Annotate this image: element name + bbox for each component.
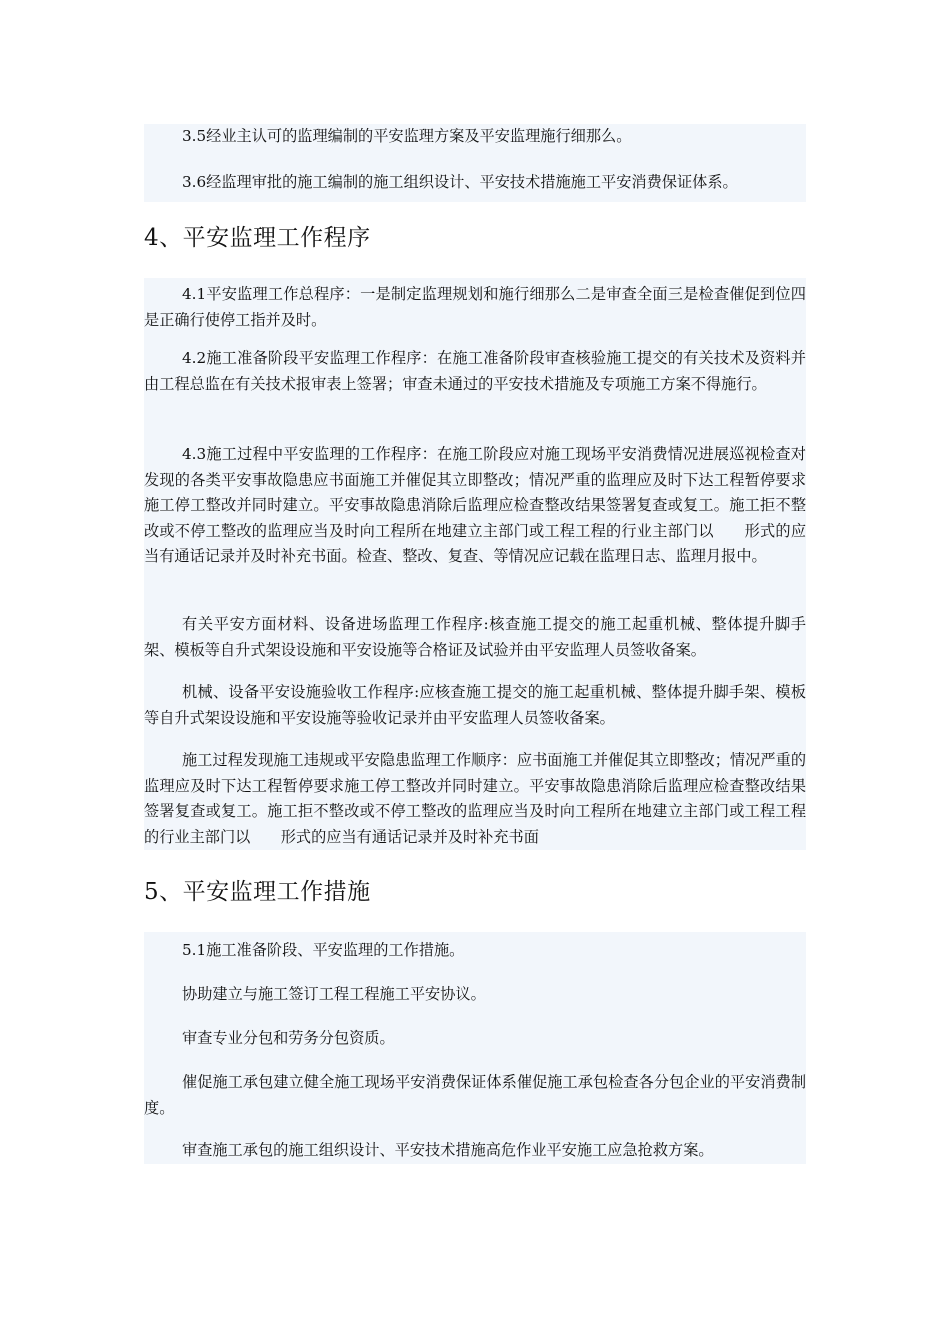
paragraph-4-2: 4.2施工准备阶段平安监理工作程序：在施工准备阶段审查核验施工提交的有关技术及资料并由工程总监在有关技术报审表上签署；审查未通过的平安技术措施及专项施工方案不得施行。	[144, 349, 806, 393]
paragraph-guarantee-system: 催促施工承包建立健全施工现场平安消费保证体系催促施工承包检查各分包企业的平安消费制度。	[144, 1073, 806, 1117]
paragraph-safety-agreement: 协助建立与施工签订工程工程施工平安协议。	[182, 985, 486, 1003]
paragraph-violation-handling: 施工过程发现施工违规或平安隐患监理工作顺序：应书面施工并催促其立即整改；情况严重的监理应及时下达工程暂停要求施工停工整改并同时建立。平安事故隐患消除后监理应检查整改结果签署复查或复工。施工拒不整改或不停工整改的监理应当及时向工程所在地建立主部门或工程工程的行业主部门以 形式的应当有通话记录并及时补充书面	[144, 751, 806, 846]
section-heading-4: 4、平安监理工作程序	[144, 225, 371, 251]
paragraph-4-3: 4.3施工过程中平安监理的工作程序：在施工阶段应对施工现场平安消费情况进展巡视检查对发现的各类平安事故隐患应书面施工并催促其立即整改；情况严重的监理应及时下达工程暂停要求施工停工整改并同时建立。平安事故隐患消除后监理应检查整改结果签署复查或复工。施工拒不整改或不停工整改的监理应当及时向工程所在地建立主部门或工程工程的行业主部门以 形式的应当有通话记录并及时补充书面。检查、整改、复查、等情况应记载在监理日志、监理月报中。	[144, 445, 806, 565]
paragraph-3-6: 3.6经监理审批的施工编制的施工组织设计、平安技术措施施工平安消费保证体系。	[182, 173, 738, 191]
paragraph-3-5: 3.5经业主认可的监理编制的平安监理方案及平安监理施行细那么。	[182, 127, 632, 145]
paragraph-5-1: 5.1施工准备阶段、平安监理的工作措施。	[182, 941, 465, 959]
paragraph-material-entry: 有关平安方面材料、设备进场监理工作程序:核查施工提交的施工起重机械、整体提升脚手架、模板等自升式架设设施和平安设施等合格证及试验并由平安监理人员签收备案。	[144, 615, 806, 659]
paragraph-plan-review: 审查施工承包的施工组织设计、平安技术措施高危作业平安施工应急抢救方案。	[182, 1141, 714, 1159]
paragraph-subcontract-review: 审查专业分包和劳务分包资质。	[182, 1029, 395, 1047]
paragraph-4-1: 4.1平安监理工作总程序：一是制定监理规划和施行细那么二是审查全面三是检查催促到位四是正确行使停工指并及时。	[144, 285, 806, 329]
section-heading-5: 5、平安监理工作措施	[144, 879, 371, 905]
paragraph-equipment-acceptance: 机械、设备平安设施验收工作程序:应核查施工提交的施工起重机械、整体提升脚手架、模板等自升式架设设施和平安设施等验收记录并由平安监理人员签收备案。	[144, 683, 806, 727]
